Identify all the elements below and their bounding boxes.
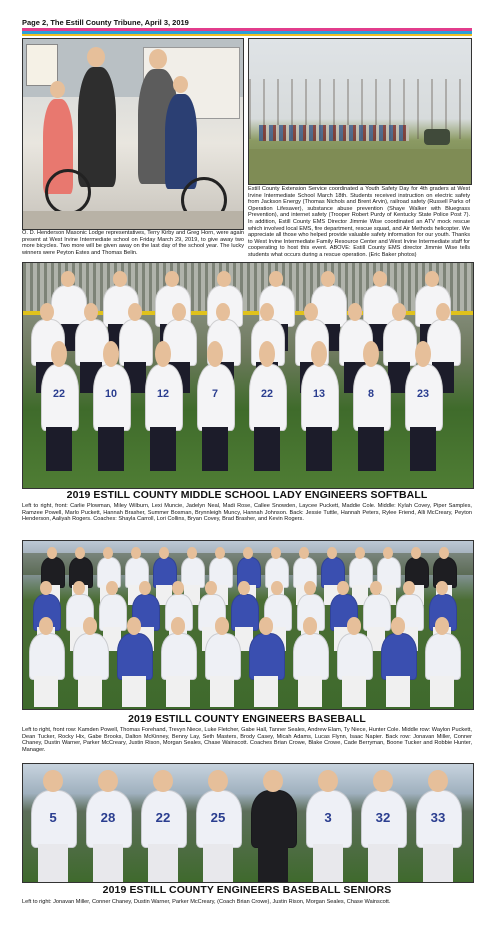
safety-day-photo bbox=[248, 38, 472, 185]
player-figure bbox=[383, 319, 417, 366]
jersey-number: 22 bbox=[155, 810, 171, 826]
jersey-number: 22 bbox=[260, 387, 273, 400]
baseball-team-photo bbox=[22, 540, 474, 710]
player-figure bbox=[363, 594, 391, 631]
player-figure bbox=[427, 319, 461, 366]
seniors-title: 2019 ESTILL COUNTY ENGINEERS BASEBALL SENIORS bbox=[102, 884, 392, 896]
seniors-photo bbox=[22, 763, 474, 883]
page-header: Page 2, The Estill County Tribune, April 3, 2019 bbox=[22, 18, 189, 27]
jersey-number: 5 bbox=[49, 810, 57, 826]
player-figure bbox=[99, 594, 127, 631]
baseball-caption: Left to right, front row: Kamden Powell, Thomas Forehand, Trevyn Niece, Luke Fletcher, Gabe Hall, Tanner Seales, Andrew Elam, Ty Niece, Hunter Cole. Middle row: Waylon Puckett, Dean Tucker, Rocky Hix, Gabe Brooks, Dalton McKinney, Benny Lay, Seth Masters, Brody Casey, Micah Adams, Lucas Flynn, Isaac Napier. Back row: Jonavan Miller, Conner Chaney, Dustin Warner, Parker McCreary, Justin Rison, Morgan Seales, Chase Wainscott. Coaches Brian Crowe, Blake Crowe, Cade Berryman, Boone Tucker and Robbie Hunter, Manager. bbox=[22, 727, 472, 753]
baseball-title: 2019 ESTILL COUNTY ENGINEERS BASEBALL bbox=[128, 713, 366, 725]
bikes-photo bbox=[22, 38, 244, 230]
player-figure bbox=[231, 594, 259, 631]
jersey-number: 33 bbox=[430, 810, 446, 826]
jersey-number: 7 bbox=[211, 387, 218, 400]
player-figure bbox=[73, 633, 109, 680]
player-figure bbox=[119, 319, 153, 366]
jersey-number: 10 bbox=[104, 387, 117, 400]
player-figure bbox=[181, 557, 205, 588]
player-figure bbox=[293, 633, 329, 680]
jersey-number: 25 bbox=[210, 810, 226, 826]
player-figure bbox=[337, 633, 373, 680]
softball-team-photo bbox=[22, 262, 474, 489]
safety-day-caption: Estill County Extension Service coordinated a Youth Safety Day for 4th graders at West Irvine Intermediate School March 18th. Students received instruction on electric safety from Jackson Energy (Thomas Nichols and Brent Arvin), railroad safety (Russell Parks of Operation Lifesaver), substance abuse prevention (Shaye Walker with Bluegrass Prevention), and internet safety (Trooper Robert Purdy of Kentucky State Police Post 7). In addition, Estill County EMS Director Jimmie Wise coordinated an ATV mock rescue which involved local EMS, fire department, rescue squad, and Air Methods helicopter. We appreciate all those who helped provide valuable safety information for our youth. Thanks to West Irvine Intermediate Family Resource Center and West Irvine Intermediate staff for cooperating to host this event. ABOVE: Estill County EMS director Jimmie Wise tells students what occurs during a rescue operation. (Eric Baker photos) bbox=[248, 186, 470, 258]
player-figure bbox=[161, 633, 197, 680]
seniors-caption: Left to right: Jonavan Miller, Conner Chaney, Dustin Warner, Parker McCreary, (Coach Brian Crowe), Justin Rison, Morgan Seales, Chase Wainscott. bbox=[22, 899, 391, 905]
player-figure bbox=[251, 790, 297, 848]
jersey-number: 28 bbox=[100, 810, 116, 826]
bikes-caption: O. D. Henderson Masonic Lodge representatives, Terry Kirby and Greg Horn, were again present at West Irvine Intermediate school on Friday March 29, 2019, to give away two more bicycles. Two more will be given away on the last day of the school year. The lucky winners were Peyton Estes and Thomas Belin. bbox=[22, 230, 244, 256]
player-figure bbox=[349, 557, 373, 588]
jersey-number: 32 bbox=[375, 810, 391, 826]
jersey-number: 13 bbox=[312, 387, 325, 400]
softball-caption: Left to right, front: Carlie Plowman, Miley Wilburn, Lexi Muncie, Jadelyn Neal, Madi Rose, Callee Snowden, Laycee Puckett, Maddie Cole. Middle: Kylah Covey, Piper Samples, Ramzee Powell, Marlo Puckett, Hannah Brasher, Summer Bosman, Brynnleigh Muncy, Hannah Johnson. Back: Jessie Tuttle, Hannah Peters, Rylee Friend, Alli McCreary, Peyton Henderson, Aaliyah Rogers. Coaches: Shayla Carroll, Lori Collins, Bryan Covey, Brad Brasher, and Kevin Rogers. bbox=[22, 503, 472, 523]
jersey-number: 3 bbox=[324, 810, 332, 826]
jersey-number: 12 bbox=[156, 387, 169, 400]
player-figure bbox=[249, 633, 285, 680]
player-figure bbox=[425, 633, 461, 680]
player-figure bbox=[381, 633, 417, 680]
jersey-number: 8 bbox=[367, 387, 374, 400]
jersey-number: 23 bbox=[416, 387, 429, 400]
header-rule-yellow bbox=[22, 34, 472, 36]
player-figure bbox=[29, 633, 65, 680]
player-figure bbox=[205, 633, 241, 680]
player-figure bbox=[117, 633, 153, 680]
softball-title: 2019 ESTILL COUNTY MIDDLE SCHOOL LADY ENGINEERS SOFTBALL bbox=[66, 489, 428, 501]
jersey-number: 22 bbox=[52, 387, 65, 400]
